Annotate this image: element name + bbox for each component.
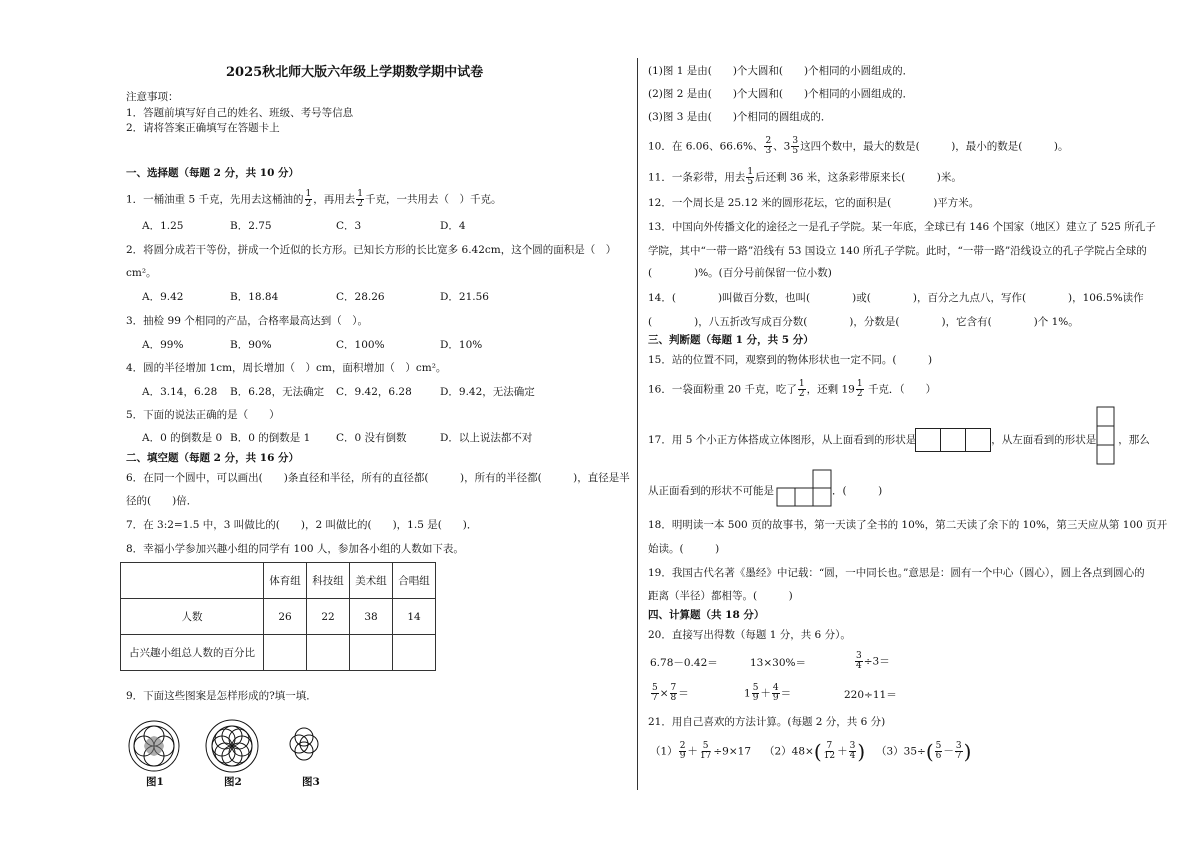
option: A．3.14，6.28 bbox=[142, 386, 218, 398]
option: B．6.28，无法确定 bbox=[230, 386, 325, 398]
calc-item: （1） $\frac{2}{9}$ ＋ $\frac{5}{17}$ ÷9×17 bbox=[650, 741, 752, 761]
table-header-cell: 美术组 bbox=[350, 563, 393, 599]
question-8: 8．幸福小学参加兴趣小组的同学有 100 人，参加各小组的人数如下表。 bbox=[126, 543, 464, 555]
note-item: 1．答题前填写好自己的姓名、班级、考号等信息 bbox=[126, 107, 354, 119]
page-title: 2025秋北师大版六年级上学期数学期中试卷 bbox=[226, 65, 484, 80]
question-12: 12．一个周长是 25.12 米的圆形花坛，它的面积是( )平方米。 bbox=[648, 197, 980, 209]
option: D．以上说法都不对 bbox=[440, 432, 533, 444]
question-13-cont: ( )%。(百分号前保留一位小数) bbox=[648, 267, 832, 279]
option: C．9.42，6.28 bbox=[336, 386, 412, 398]
option: A．0 的倒数是 0 bbox=[142, 432, 223, 444]
left-view-shape bbox=[1096, 406, 1116, 466]
table-cell[interactable] bbox=[307, 635, 350, 671]
question-4: 4．圆的半径增加 1cm，周长增加（ ）cm，面积增加（ ）cm²。 bbox=[126, 362, 447, 374]
table-header-cell: 合唱组 bbox=[393, 563, 436, 599]
question-9-2: (2)图 2 是由( )个大圆和( )个相同的小圆组成的． bbox=[648, 88, 914, 100]
option: D．4 bbox=[440, 220, 466, 232]
figure-label: 图2 bbox=[224, 776, 242, 788]
figure-label: 图1 bbox=[146, 776, 164, 788]
question-17: 17．用 5 个小正方体搭成立体图形，从上面看到的形状是 ，从左面看到的形状是 ，那么 bbox=[648, 428, 1150, 452]
question-6-cont: 径的( )倍． bbox=[126, 495, 198, 507]
question-10: 10．在 6.06、66.6%、 $\frac{2}{3}$ 、3 $\frac{3}{5}$ 这四个数中，最大的数是( )，最小的数是( )。 bbox=[648, 136, 1069, 156]
notes-heading: 注意事项： bbox=[126, 91, 179, 103]
option: D．21.56 bbox=[440, 291, 489, 303]
question-1: 1．一桶油重 5 千克，先用去这桶油的 $\frac{1}{2}$ ，再用去 $\frac{1}{2}$ 千克，一共用去（ ）千克。 bbox=[126, 189, 502, 209]
table-cell[interactable] bbox=[264, 635, 307, 671]
table-cell: 22 bbox=[307, 599, 350, 635]
table-cell: 人数 bbox=[121, 599, 264, 635]
right-column bbox=[648, 0, 1178, 849]
table-cell: 14 bbox=[393, 599, 436, 635]
question-3: 3．抽检 99 个相同的产品，合格率最高达到（ ）。 bbox=[126, 315, 368, 327]
option: B．18.84 bbox=[230, 291, 279, 303]
left-column bbox=[120, 0, 630, 849]
question-20: 20．直接写出得数（每题 1 分，共 6 分）。 bbox=[648, 629, 851, 641]
question-21: 21．用自己喜欢的方法计算。(每题 2 分，共 6 分) bbox=[648, 716, 886, 728]
question-19: 19．我国古代名著《墨经》中记载：“圆，一中同长也。”意思是：圆有一个中心（圆心），圆上各点到圆心的 bbox=[648, 567, 1145, 579]
calc-item: 1 $\frac{5}{9}$ ＋ $\frac{4}{9}$ ＝ bbox=[744, 683, 792, 703]
section-heading-fill: 二、填空题（每题 2 分，共 16 分） bbox=[126, 452, 300, 464]
option: B．90% bbox=[230, 339, 272, 351]
table-cell: 占兴趣小组总人数的百分比 bbox=[121, 635, 264, 671]
calc-item: $\frac{3}{4}$ ÷3＝ bbox=[856, 651, 890, 671]
table-row bbox=[121, 599, 436, 635]
question-2-cont: cm²。 bbox=[126, 267, 157, 279]
question-2: 2．将圆分成若干等份，拼成一个近似的长方形。已知长方形的长比宽多 6.42cm，这个圆的面积是（ ） bbox=[126, 244, 617, 256]
question-15: 15．站的位置不同，观察到的物体形状也一定不同。( ) bbox=[648, 354, 933, 366]
option: D．10% bbox=[440, 339, 483, 351]
question-18-cont: 始读。( ) bbox=[648, 543, 720, 555]
option: C．3 bbox=[336, 220, 362, 232]
option: A．1.25 bbox=[142, 220, 184, 232]
question-7: 7．在 3:2=1.5 中，3 叫做比的( )，2 叫做比的( )，1.5 是( )． bbox=[126, 519, 478, 531]
table-row bbox=[121, 563, 436, 599]
option: C．100% bbox=[336, 339, 385, 351]
table-cell: 38 bbox=[350, 599, 393, 635]
option: D．9.42，无法确定 bbox=[440, 386, 535, 398]
column-divider bbox=[637, 58, 638, 790]
section-heading-choice: 一、选择题（每题 2 分，共 10 分） bbox=[126, 167, 300, 179]
option: A．9.42 bbox=[142, 291, 184, 303]
option: C．28.26 bbox=[336, 291, 385, 303]
table-row bbox=[121, 635, 436, 671]
calc-item: 6.78－0.42＝ bbox=[650, 657, 718, 669]
calc-item: $\frac{5}{7}$ × $\frac{7}{8}$ ＝ bbox=[652, 683, 689, 703]
question-11: 11．一条彩带，用去 $\frac{1}{5}$ 后还剩 36 米，这条彩带原来长( )米。 bbox=[648, 167, 962, 187]
figure-2-circles bbox=[202, 716, 262, 776]
table-header-cell: 体育组 bbox=[264, 563, 307, 599]
question-6: 6．在同一个圆中，可以画出( )条直径和半径，所有的直径都( )，所有的半径都( )，直径是半 bbox=[126, 472, 630, 484]
table-cell[interactable] bbox=[393, 635, 436, 671]
calc-item: 13×30%＝ bbox=[750, 657, 806, 669]
option: C．0 没有倒数 bbox=[336, 432, 407, 444]
option: B．2.75 bbox=[230, 220, 272, 232]
question-9: 9．下面这些图案是怎样形成的?填一填． bbox=[126, 690, 317, 702]
figure-3-circles bbox=[284, 724, 324, 764]
top-view-shape bbox=[916, 428, 991, 452]
section-heading-judge: 三、判断题（每题 1 分，共 5 分） bbox=[648, 334, 814, 346]
question-14: 14．( )叫做百分数，也叫( )或( )，百分之九点八，写作( )，106.5%读作 bbox=[648, 292, 1144, 304]
figure-1-circles bbox=[124, 716, 184, 776]
question-14-cont: ( )，八五折改写成百分数( )，分数是( )，它含有( )个 1%。 bbox=[648, 316, 1079, 328]
front-view-shape bbox=[776, 468, 836, 508]
question-13-cont: 学院，其中“一带一路”沿线有 53 国设立 140 所孔子学院。此时，“一带一路”沿线设立的孔子学院占全球的 bbox=[648, 245, 1147, 257]
question-19-cont: 距离（半径）都相等。( ) bbox=[648, 590, 793, 602]
question-9-1: (1)图 1 是由( )个大圆和( )个相同的小圆组成的． bbox=[648, 65, 914, 77]
question-16: 16．一袋面粉重 20 千克，吃了 $\frac{1}{2}$ ，还剩 19 $\frac{1}{2}$ 千克．（ ） bbox=[648, 379, 937, 399]
table-cell[interactable] bbox=[350, 635, 393, 671]
interest-group-table bbox=[120, 562, 436, 671]
question-13: 13．中国向外传播文化的途径之一是孔子学院。某一年底，全球已有 146 个国家（地区）建立了 525 所孔子 bbox=[648, 221, 1156, 233]
question-9-3: (3)图 3 是由( )个相同的圆组成的． bbox=[648, 111, 832, 123]
table-header-cell bbox=[121, 563, 264, 599]
note-item: 2．请将答案正确填写在答题卡上 bbox=[126, 122, 280, 134]
calc-item: （3）35÷( $\frac{5}{6}$ － $\frac{3}{7}$ ) bbox=[876, 739, 972, 764]
calc-item: （2）48×( $\frac{7}{12}$ ＋ $\frac{3}{4}$ ) bbox=[764, 739, 866, 764]
question-18: 18．明明读一本 500 页的故事书，第一天读了全书的 10%，第二天读了余下的 10%，第三天应从第 100 页开 bbox=[648, 519, 1168, 531]
table-header-cell: 科技组 bbox=[307, 563, 350, 599]
table-cell: 26 bbox=[264, 599, 307, 635]
calc-item: 220÷11＝ bbox=[844, 689, 897, 701]
section-heading-calc: 四、计算题（共 18 分） bbox=[648, 609, 765, 621]
option: A．99% bbox=[142, 339, 184, 351]
figure-label: 图3 bbox=[302, 776, 320, 788]
question-17-cont: 从正面看到的形状不可能是 ．( ) bbox=[648, 485, 883, 497]
question-5: 5．下面的说法正确的是（ ） bbox=[126, 409, 280, 421]
option: B．0 的倒数是 1 bbox=[230, 432, 311, 444]
